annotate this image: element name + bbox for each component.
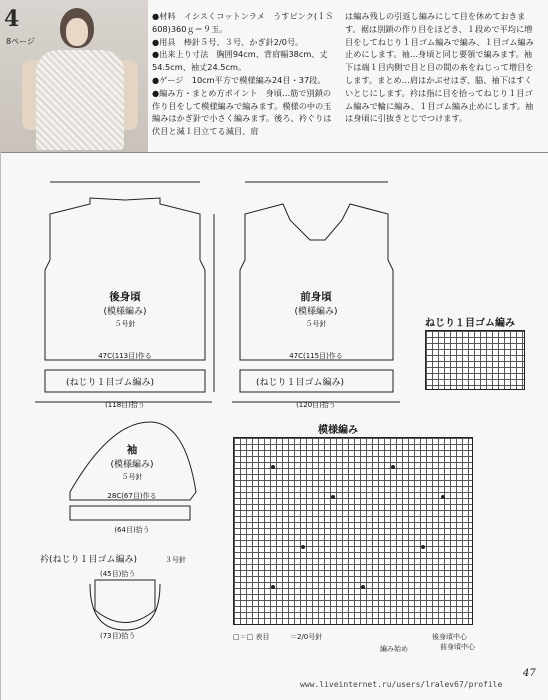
materials-line: ●材料 イシスくコットンラメ うすピンク(ＩＳ608)360ｇ＝９玉。	[152, 11, 334, 34]
photo-face	[66, 18, 88, 46]
instructions-text: は編み残しの引返し編みにして目を休めておきます。裾は別鎖の作り目をほどき、１段めで平均に増目をしてねじり１目ゴム編みで編み、１目ゴム編み止めにします。袖…身頃と同じ要領で編みます。袖下は端１目内側で目と目の間の糸をねじって増目をします。まとめ…肩はかぶせはぎ、脇、袖下はすくいとじにします。衿は指に目を拾ってねじり１目ゴム編みで輪に編み、１目ゴム編み止めにします。袖は身頃に引抜きとじでつけます。	[345, 11, 534, 124]
bobble-symbol	[441, 495, 445, 499]
sleeve-sub: (模様編み)	[110, 460, 154, 470]
back-body-outline	[45, 198, 205, 360]
materials-column	[152, 10, 337, 138]
front-center-label: 前身頃中心	[440, 643, 475, 651]
pattern-number: 4	[4, 6, 20, 32]
page-number: 47	[523, 668, 536, 679]
sleeve-title: 袖	[126, 444, 138, 456]
rib-chart-title: ねじり１目ゴム編み	[425, 318, 515, 329]
front-hem-count: (120目)拾う	[296, 401, 336, 409]
front-body-outline	[240, 204, 393, 360]
back-needle: ５号針	[114, 320, 136, 328]
back-sub: (模様編み)	[103, 307, 147, 317]
instructions-column	[345, 10, 540, 125]
gauge-line: ●ゲージ 10cm平方で模様編み24目・37段。	[152, 74, 326, 85]
back-hem-count: (118目)拾う	[105, 401, 145, 409]
bobble-symbol	[421, 545, 425, 549]
bobble-symbol	[331, 495, 335, 499]
back-body-count: 47C(113目)作る	[98, 352, 152, 360]
chart-start-label: 編み始め	[380, 645, 408, 653]
chart-legend: □＝□ 表目	[233, 633, 270, 641]
header-divider	[148, 152, 548, 153]
source-url: www.liveinternet.ru/users/lralev67/profile	[300, 680, 503, 689]
tools-line: ●用具 棒針５号、３号、かぎ針2/0号。	[152, 36, 304, 47]
back-center-label: 後身頃中心	[432, 633, 467, 641]
back-title: 後身頃	[109, 291, 141, 303]
page-reference: 8ページ	[6, 37, 35, 46]
photo-sweater	[36, 50, 124, 150]
collar-curve	[90, 584, 160, 630]
sleeve-hem-count: (64目)拾う	[114, 526, 150, 534]
collar-needle: ３号針	[165, 556, 186, 564]
bobble-symbol	[361, 585, 365, 589]
front-sub: (模様編み)	[294, 307, 338, 317]
model-photo	[0, 0, 148, 153]
front-body-count: 47C(115目)作る	[289, 352, 343, 360]
sleeve-body-count: 28C(67目)作る	[107, 492, 157, 500]
pattern-symbols	[233, 437, 473, 625]
rib-chart-grid	[425, 330, 525, 390]
chart-legend-hook: ＝2/0号針	[290, 633, 323, 641]
front-rib-label: (ねじり１目ゴム編み)	[255, 378, 345, 388]
sleeve-needle: ５号針	[121, 473, 143, 481]
collar-title: 衿(ねじり１目ゴム編み)	[40, 555, 138, 565]
back-rib-label: (ねじり１目ゴム編み)	[65, 378, 155, 388]
pattern-chart-title: 模様編み	[318, 425, 358, 436]
bobble-symbol	[271, 465, 275, 469]
front-title: 前身頃	[300, 291, 332, 303]
method-line: ●編み方・まとめ方ポイント 身頃…筋で別鎖の作り目をして模様編みで編みます。模様の中の玉編みはかぎ針で小さく編みます。後ろ、衿ぐりは伏目と減１目立てる減目、肩	[152, 87, 332, 137]
collar-73: (73目)拾う	[100, 632, 136, 640]
sleeve-rib-outline	[70, 506, 190, 520]
collar-outline	[95, 580, 155, 623]
front-needle: ５号針	[305, 320, 327, 328]
size-line: ●出来上り寸法 胸囲94cm、背肩幅38cm、丈54.5cm、袖丈24.5cm。	[152, 49, 328, 73]
bobble-symbol	[271, 585, 275, 589]
bobble-symbol	[301, 545, 305, 549]
bobble-symbol	[391, 465, 395, 469]
collar-45: (45目)拾う	[100, 570, 136, 578]
